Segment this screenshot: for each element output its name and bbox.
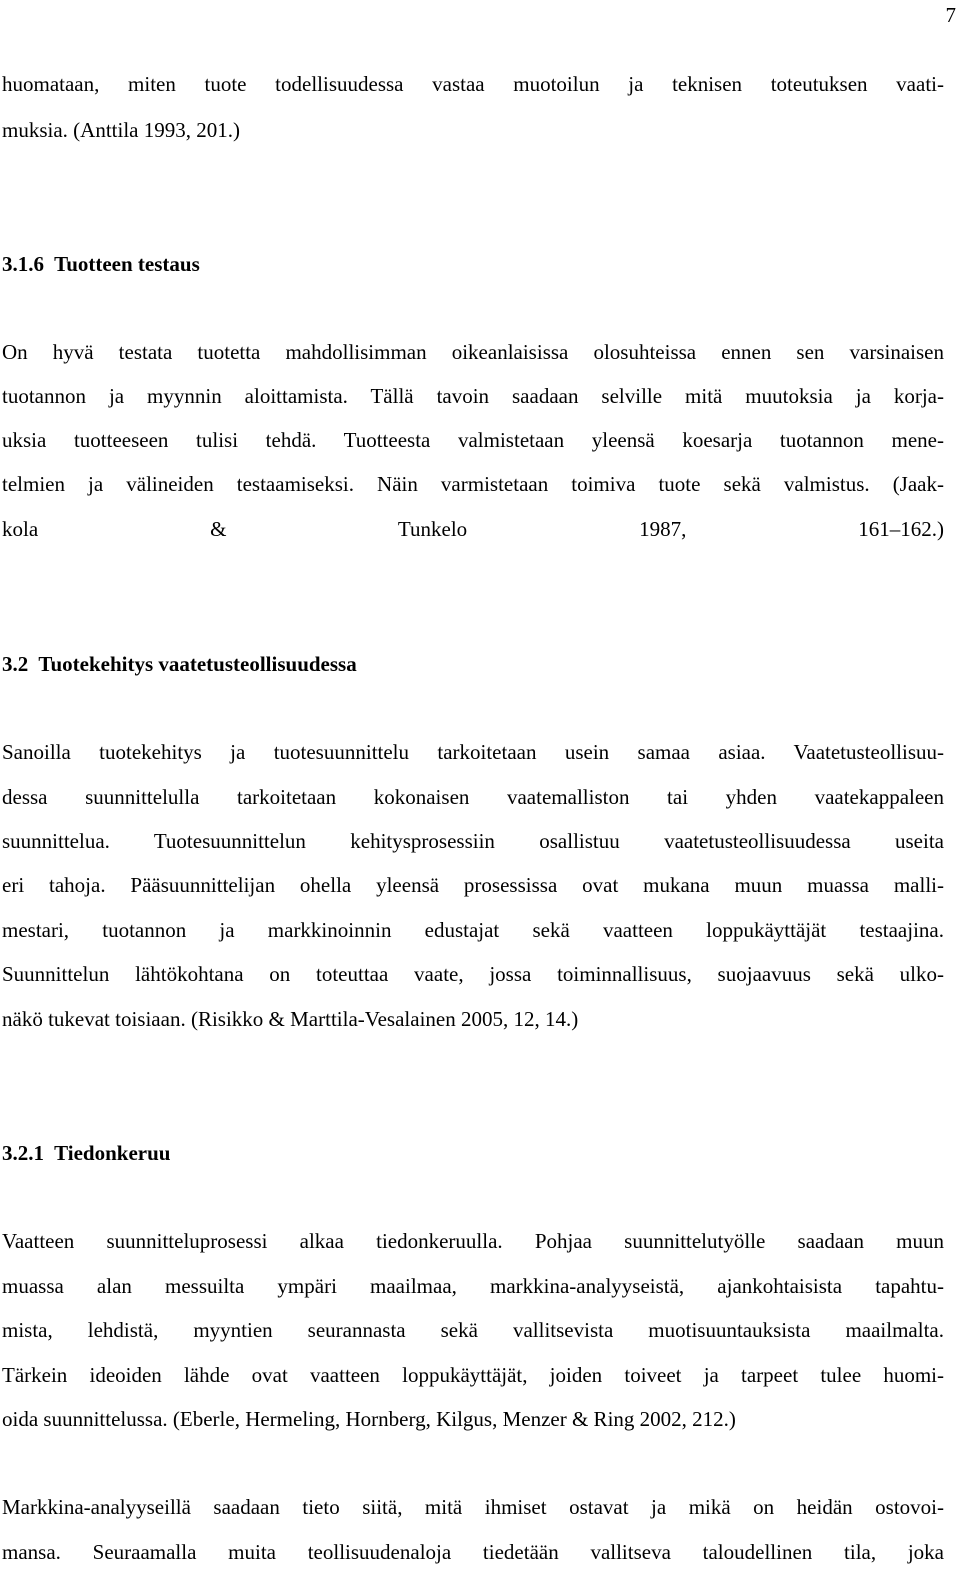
- paragraph-line: mista, lehdistä, myyntien seurannasta sekä vallitsevista muotisuuntauksista maailmalta.: [2, 1318, 944, 1342]
- paragraph-line: eri tahoja. Pääsuunnittelijan ohella yleensä prosessissa ovat mukana muun muassa malli-: [2, 873, 944, 897]
- paragraph-line: Suunnittelun lähtökohtana on toteuttaa vaate, jossa toiminnallisuus, suojaavuus sekä ulko-: [2, 962, 944, 986]
- paragraph-line: telmien ja välineiden testaamiseksi. Näin varmistetaan toimiva tuote sekä valmistus. (Jaak-: [2, 472, 944, 496]
- paragraph-line: muassa alan messuilta ympäri maailmaa, markkina-analyyseistä, ajankohtaisista tapahtu-: [2, 1274, 944, 1298]
- paragraph-line: Tärkein ideoiden lähde ovat vaatteen loppukäyttäjät, joiden toiveet ja tarpeet tulee huomi-: [2, 1363, 944, 1387]
- paragraph-line: mansa. Seuraamalla muita teollisuudenaloja tiedetään vallitseva taloudellinen tila, joka: [2, 1540, 944, 1564]
- section-heading-3-2-1: 3.2.1 Tiedonkeruu: [2, 1141, 171, 1165]
- paragraph-line: tuotannon ja myynnin aloittamista. Tällä tavoin saadaan selville mitä muutoksia ja korja-: [2, 384, 944, 408]
- paragraph-line: Vaatteen suunnitteluprosessi alkaa tiedonkeruulla. Pohjaa suunnittelutyölle saadaan muun: [2, 1229, 944, 1253]
- paragraph-line: Sanoilla tuotekehitys ja tuotesuunnittelu tarkoitetaan usein samaa asiaa. Vaatetusteollisuu-: [2, 740, 944, 764]
- section-heading-3-1-6: 3.1.6 Tuotteen testaus: [2, 252, 200, 276]
- intro-line: huomataan, miten tuote todellisuudessa vastaa muotoilun ja teknisen toteutuksen vaati-: [2, 72, 944, 96]
- paragraph-line: näkö tukevat toisiaan. (Risikko & Marttila-Vesalainen 2005, 12, 14.): [2, 1007, 579, 1031]
- paragraph-line: suunnittelua. Tuotesuunnittelun kehitysprosessiin osallistuu vaatetusteollisuudessa useita: [2, 829, 944, 853]
- paragraph-line: kola & Tunkelo 1987, 161–162.): [2, 517, 944, 541]
- section-heading-3-2: 3.2 Tuotekehitys vaatetusteollisuudessa: [2, 652, 357, 676]
- page-number: 7: [945, 3, 956, 27]
- intro-line: muksia. (Anttila 1993, 201.): [2, 118, 240, 142]
- paragraph-line: oida suunnittelussa. (Eberle, Hermeling, Hornberg, Kilgus, Menzer & Ring 2002, 212.): [2, 1407, 736, 1431]
- paragraph-line: Markkina-analyyseillä saadaan tieto siitä, mitä ihmiset ostavat ja mikä on heidän ostovoi-: [2, 1495, 944, 1519]
- paragraph-line: On hyvä testata tuotetta mahdollisimman oikeanlaisissa olosuhteissa ennen sen varsinaisen: [2, 340, 944, 364]
- paragraph-line: mestari, tuotannon ja markkinoinnin edustajat sekä vaatteen loppukäyttäjät testaajina.: [2, 918, 944, 942]
- paragraph-line: uksia tuotteeseen tulisi tehdä. Tuotteesta valmistetaan yleensä koesarja tuotannon mene-: [2, 428, 944, 452]
- paragraph-line: dessa suunnittelulla tarkoitetaan kokonaisen vaatemalliston tai yhden vaatekappaleen: [2, 785, 944, 809]
